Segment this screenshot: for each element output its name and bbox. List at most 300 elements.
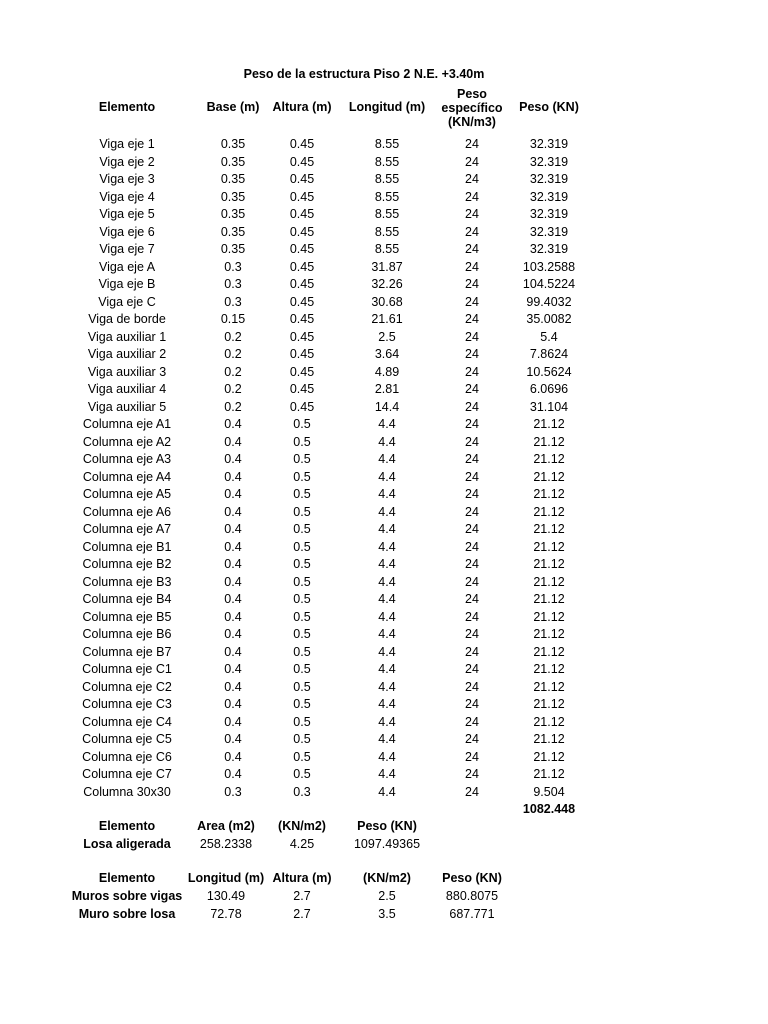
table-row [0,224,768,242]
table-cell: 21.12 [533,452,565,466]
table-cell: 8.55 [374,137,400,151]
table-cell: 8.55 [374,154,400,169]
column-header: Elemento [98,100,156,114]
table-cell: 21.12 [533,557,565,571]
table-cell: 0.5 [293,504,311,519]
table-cell: 0.5 [293,574,311,589]
table-cell: 4.4 [378,434,396,449]
table-cell: 4.4 [378,767,396,781]
table-cell: 4.4 [378,504,396,519]
table-cell: 0.45 [289,137,315,151]
table-cell: 0.5 [293,434,311,449]
table-cell: 0.5 [293,609,311,624]
column-header: Elemento [98,819,156,833]
table-cell: 35.0082 [526,312,572,326]
table-cell: 0.35 [220,207,246,221]
table-row [0,644,768,662]
table-cell: 24 [465,732,479,746]
table-row [0,451,768,469]
table-cell: 10.5624 [526,364,572,379]
table-cell: 0.5 [293,539,311,554]
table-cell: 4.4 [378,627,396,641]
table-cell: 32.319 [529,137,569,151]
table-cell: 8.55 [374,242,400,256]
table-cell: 0.4 [224,504,242,519]
table-cell: 24 [465,137,479,151]
header-line: Peso [457,87,487,101]
table-row [0,189,768,207]
table-cell: Columna eje B6 [82,627,172,641]
table-cell: 32.26 [371,277,403,291]
table-cell: 0.5 [293,679,311,694]
table-cell: 0.4 [224,592,242,606]
table-row [0,329,768,347]
table-cell: 5.4 [540,329,558,344]
table-cell: 99.4032 [526,294,572,309]
table-cell: 0.5 [293,714,311,729]
table-cell: 0.4 [224,487,242,501]
table-cell: 0.45 [289,382,315,396]
table-cell: 24 [465,469,479,484]
table-cell: 0.4 [224,557,242,571]
table-cell: 0.45 [289,259,315,274]
table-cell: 32.319 [529,242,569,256]
table-cell: 0.4 [224,417,242,431]
table-cell: 0.4 [224,644,242,659]
table-cell: 21.12 [533,539,565,554]
table-cell: 8.55 [374,224,400,239]
table-cell: 0.45 [289,347,315,361]
table2-header-row [0,818,768,836]
table-cell: 0.3 [224,294,242,309]
table-cell: 0.4 [224,679,242,694]
table-row [0,311,768,329]
table-cell: 0.4 [224,539,242,554]
table-cell: 0.5 [293,644,311,659]
table-cell: 24 [465,329,479,344]
table-cell: Columna eje A4 [82,469,172,484]
table-row [0,679,768,697]
table-cell: 24 [465,539,479,554]
table-row [0,888,768,906]
table-cell: 21.12 [533,592,565,606]
table-cell: 24 [465,767,479,781]
table-cell: 32.319 [529,172,569,186]
table-cell: 21.12 [533,627,565,641]
table-row [0,276,768,294]
table-cell: 4.4 [378,469,396,484]
table-cell: 130.49 [206,889,246,903]
table-cell: 21.12 [533,662,565,676]
table-cell: Viga auxiliar 1 [87,329,167,344]
table-cell: 7.8624 [529,347,569,361]
table-cell: 2.81 [374,382,400,396]
table-cell: 4.4 [378,592,396,606]
column-header: Peso (KN) [519,100,579,114]
table-cell: 0.3 [224,784,242,799]
table-cell: Viga auxiliar 3 [87,364,167,379]
table-row [0,626,768,644]
table-cell: Muro sobre losa [78,906,176,921]
table-cell: 21.12 [533,609,565,624]
table-cell: 0.5 [293,662,311,676]
table-cell: 0.5 [293,557,311,571]
table-cell: 4.4 [378,452,396,466]
table-cell: 0.45 [289,172,315,186]
table-row [0,521,768,539]
column-header: Altura (m) [272,871,332,885]
table-cell: 24 [465,662,479,676]
table-cell: Viga auxiliar 4 [87,382,167,396]
table-cell: 0.35 [220,154,246,169]
table-row [0,906,768,924]
table-cell: Viga auxiliar 5 [87,399,167,414]
table-cell: 24 [465,749,479,764]
table-row [0,136,768,154]
table-row [0,609,768,627]
header-line: específico [441,101,503,115]
table-cell: 0.45 [289,154,315,169]
table-cell: 21.12 [533,417,565,431]
table-cell: 0.4 [224,749,242,764]
column-header: (KN/m2) [278,819,326,833]
table-row [0,714,768,732]
column-header: Peso (KN) [357,819,417,833]
table-row [0,749,768,767]
table-cell: 103.2588 [522,259,576,274]
table-cell: 0.4 [224,714,242,729]
table-cell: 8.55 [374,189,400,204]
table-cell: Losa aligerada [83,837,171,851]
table-cell: Viga eje 1 [99,137,155,151]
table-cell: 24 [465,172,479,186]
table-cell: 0.45 [289,189,315,204]
table-cell: 0.3 [293,784,311,799]
table-cell: 24 [465,294,479,309]
table-cell: 21.12 [533,714,565,729]
table-cell: 24 [465,207,479,221]
table-cell: 32.319 [529,224,569,239]
table-cell: 0.35 [220,172,246,186]
table-cell: 0.3 [224,277,242,291]
table-cell: 0.45 [289,329,315,344]
table-cell: 0.45 [289,207,315,221]
table-cell: 24 [465,644,479,659]
table-cell: 4.4 [378,714,396,729]
table-cell: 3.5 [378,906,396,921]
table-row [0,661,768,679]
table-cell: 1097.49365 [353,837,421,851]
table-cell: Columna eje B1 [82,539,172,554]
table-cell: 0.5 [293,697,311,711]
column-header: (KN/m2) [363,871,411,885]
table-cell: Columna eje A5 [82,487,172,501]
table-row [0,539,768,557]
table-cell: 24 [465,259,479,274]
column-header: Longitud (m) [187,871,265,885]
table-cell: 6.0696 [529,382,569,396]
table-cell: 4.4 [378,697,396,711]
table-row [0,766,768,784]
table-cell: 0.4 [224,627,242,641]
table-row [0,241,768,259]
table-cell: 2.7 [293,906,311,921]
table-cell: 0.45 [289,312,315,326]
table-cell: Viga auxiliar 2 [87,347,167,361]
table-cell: 21.12 [533,469,565,484]
table-cell: 0.5 [293,749,311,764]
table-cell: 24 [465,592,479,606]
table-cell: 880.8075 [445,889,499,903]
table-cell: 104.5224 [522,277,576,291]
table-cell: 0.35 [220,137,246,151]
table-cell: 21.12 [533,487,565,501]
table-cell: Columna eje A3 [82,452,172,466]
table-row [0,171,768,189]
table-cell: Columna eje B3 [82,574,172,589]
table-cell: 24 [465,679,479,694]
table-cell: 30.68 [371,294,403,309]
table-row [0,416,768,434]
table-cell: Viga eje B [98,277,156,291]
table-cell: 24 [465,347,479,361]
table-cell: 0.5 [293,522,311,536]
table-cell: 9.504 [533,784,565,799]
table-cell: 24 [465,417,479,431]
table-cell: 4.4 [378,522,396,536]
table-cell: Viga eje 5 [99,207,155,221]
table-cell: 32.319 [529,189,569,204]
table-cell: 24 [465,399,479,414]
table-cell: 3.64 [374,347,400,361]
table-cell: 24 [465,224,479,239]
table-cell: 0.4 [224,469,242,484]
table-cell: 24 [465,382,479,396]
table-cell: 4.4 [378,609,396,624]
table-cell: 21.12 [533,749,565,764]
table-cell: 0.4 [224,522,242,536]
table-row [0,574,768,592]
table-cell: 24 [465,627,479,641]
table-cell: 24 [465,697,479,711]
table-row [0,556,768,574]
table-cell: Viga eje A [98,259,156,274]
table-cell: 0.2 [224,364,242,379]
column-header: Altura (m) [272,100,332,114]
table-cell: 4.4 [378,732,396,746]
table-cell: 21.12 [533,697,565,711]
table-cell: 24 [465,784,479,799]
table-row [0,294,768,312]
table-cell: Columna eje A2 [82,434,172,449]
table-row [0,486,768,504]
table-cell: 32.319 [529,207,569,221]
table-cell: 24 [465,434,479,449]
table-cell: 0.45 [289,242,315,256]
table-cell: 24 [465,487,479,501]
column-header: Elemento [98,871,156,885]
table-cell: Columna eje B7 [82,644,172,659]
table-cell: 8.55 [374,172,400,186]
table-cell: 24 [465,522,479,536]
table-cell: Columna 30x30 [83,784,171,799]
table-cell: 21.12 [533,574,565,589]
table-cell: 0.5 [293,487,311,501]
table-cell: Viga eje C [98,294,156,309]
header-line: (KN/m3) [448,115,496,129]
table-cell: Columna eje C3 [82,697,172,711]
table-cell: 0.5 [293,627,311,641]
table-row [0,346,768,364]
table-cell: 24 [465,452,479,466]
column-header: Peso (KN) [442,871,502,885]
table-cell: 687.771 [449,906,495,921]
table-cell: 24 [465,714,479,729]
table-cell: Viga eje 6 [99,224,155,239]
table-cell: 21.12 [533,644,565,659]
table-cell: 0.5 [293,732,311,746]
column-header: Base (m) [206,100,260,114]
table-cell: 0.35 [220,189,246,204]
table-cell: Columna eje B4 [82,592,172,606]
table-cell: 4.4 [378,749,396,764]
table-cell: 0.2 [224,399,242,414]
table-cell: 4.4 [378,784,396,799]
table-cell: 0.35 [220,242,246,256]
table-cell: Viga eje 7 [99,242,155,256]
table-cell: 72.78 [210,906,242,921]
table-cell: 8.55 [374,207,400,221]
table-cell: 31.87 [371,259,403,274]
table-cell: Columna eje B5 [82,609,172,624]
table-row [0,434,768,452]
table-cell: 24 [465,557,479,571]
table-cell: 21.12 [533,732,565,746]
table-row [0,504,768,522]
table-cell: 0.4 [224,609,242,624]
table-cell: Columna eje C1 [82,662,172,676]
table-cell: 0.4 [224,452,242,466]
table-cell: 0.5 [293,767,311,781]
table-cell: 0.2 [224,347,242,361]
table-cell: Columna eje A7 [82,522,172,536]
table-cell: 32.319 [529,154,569,169]
table3-header-row [0,870,768,888]
table-cell: Viga eje 3 [99,172,155,186]
table-cell: 258.2338 [199,837,253,851]
table-row [0,469,768,487]
table-cell: Columna eje C5 [82,732,172,746]
table-cell: 0.4 [224,662,242,676]
table-cell: 24 [465,312,479,326]
table-cell: 24 [465,504,479,519]
table-cell: 4.89 [374,364,400,379]
table-cell: 0.45 [289,277,315,291]
table-cell: 4.4 [378,557,396,571]
table-cell: 0.5 [293,469,311,484]
table-cell: 2.7 [293,889,311,903]
table-cell: 0.5 [293,417,311,431]
table-cell: 21.12 [533,679,565,694]
table-cell: 0.2 [224,329,242,344]
table-cell: 0.45 [289,399,315,414]
table-cell: Columna eje B2 [82,557,172,571]
table-row [0,259,768,277]
table-cell: 31.104 [529,399,569,414]
table-cell: 0.4 [224,574,242,589]
table-row [0,206,768,224]
table-cell: 24 [465,189,479,204]
table-cell: 24 [465,242,479,256]
table-cell: Viga de borde [88,312,166,326]
table-cell: 24 [465,609,479,624]
table-cell: Columna eje A6 [82,504,172,519]
table-cell: 0.45 [289,294,315,309]
table-cell: 0.45 [289,364,315,379]
table-cell: 21.12 [533,522,565,536]
table-cell: Columna eje C6 [82,749,172,764]
table-row [0,731,768,749]
table-cell: Viga eje 2 [99,154,155,169]
table-cell: Columna eje C7 [82,767,172,781]
total-value: 1082.448 [522,802,576,816]
table-cell: 24 [465,574,479,589]
table-cell: 4.4 [378,662,396,676]
table-cell: 4.4 [378,487,396,501]
table-cell: 0.5 [293,592,311,606]
column-header: Longitud (m) [348,100,426,114]
table-cell: 21.61 [371,312,403,326]
table-cell: Columna eje A1 [82,417,172,431]
table-cell: 0.15 [220,312,246,326]
table-cell: 4.4 [378,539,396,554]
table-cell: 2.5 [378,889,396,903]
table-cell: 0.4 [224,697,242,711]
table-cell: 2.5 [378,329,396,344]
table-cell: 14.4 [374,399,400,414]
table-cell: 4.4 [378,574,396,589]
table-row [0,696,768,714]
total-row [0,801,768,819]
table-row [0,364,768,382]
table-cell: 0.2 [224,382,242,396]
table-cell: Columna eje C4 [82,714,172,729]
table-cell: 4.4 [378,644,396,659]
table-cell: 0.4 [224,767,242,781]
table-cell: 24 [465,277,479,291]
table-cell: 4.4 [378,679,396,694]
table-row [0,381,768,399]
table-row [0,784,768,802]
table-row [0,836,768,854]
table-cell: 21.12 [533,767,565,781]
table-cell: 24 [465,364,479,379]
table-cell: 0.45 [289,224,315,239]
column-header: Area (m2) [197,819,255,833]
table-cell: Viga eje 4 [99,189,155,204]
table-cell: 0.5 [293,452,311,466]
table-cell: 4.4 [378,417,396,431]
table-cell: 0.4 [224,434,242,449]
table-cell: 21.12 [533,434,565,449]
table-cell: 21.12 [533,504,565,519]
page-title: Peso de la estructura Piso 2 N.E. +3.40m [243,67,485,81]
table-cell: Columna eje C2 [82,679,172,694]
column-header [432,87,512,129]
table-row [0,154,768,172]
table-cell: 4.25 [289,837,315,851]
table-cell: 0.35 [220,224,246,239]
